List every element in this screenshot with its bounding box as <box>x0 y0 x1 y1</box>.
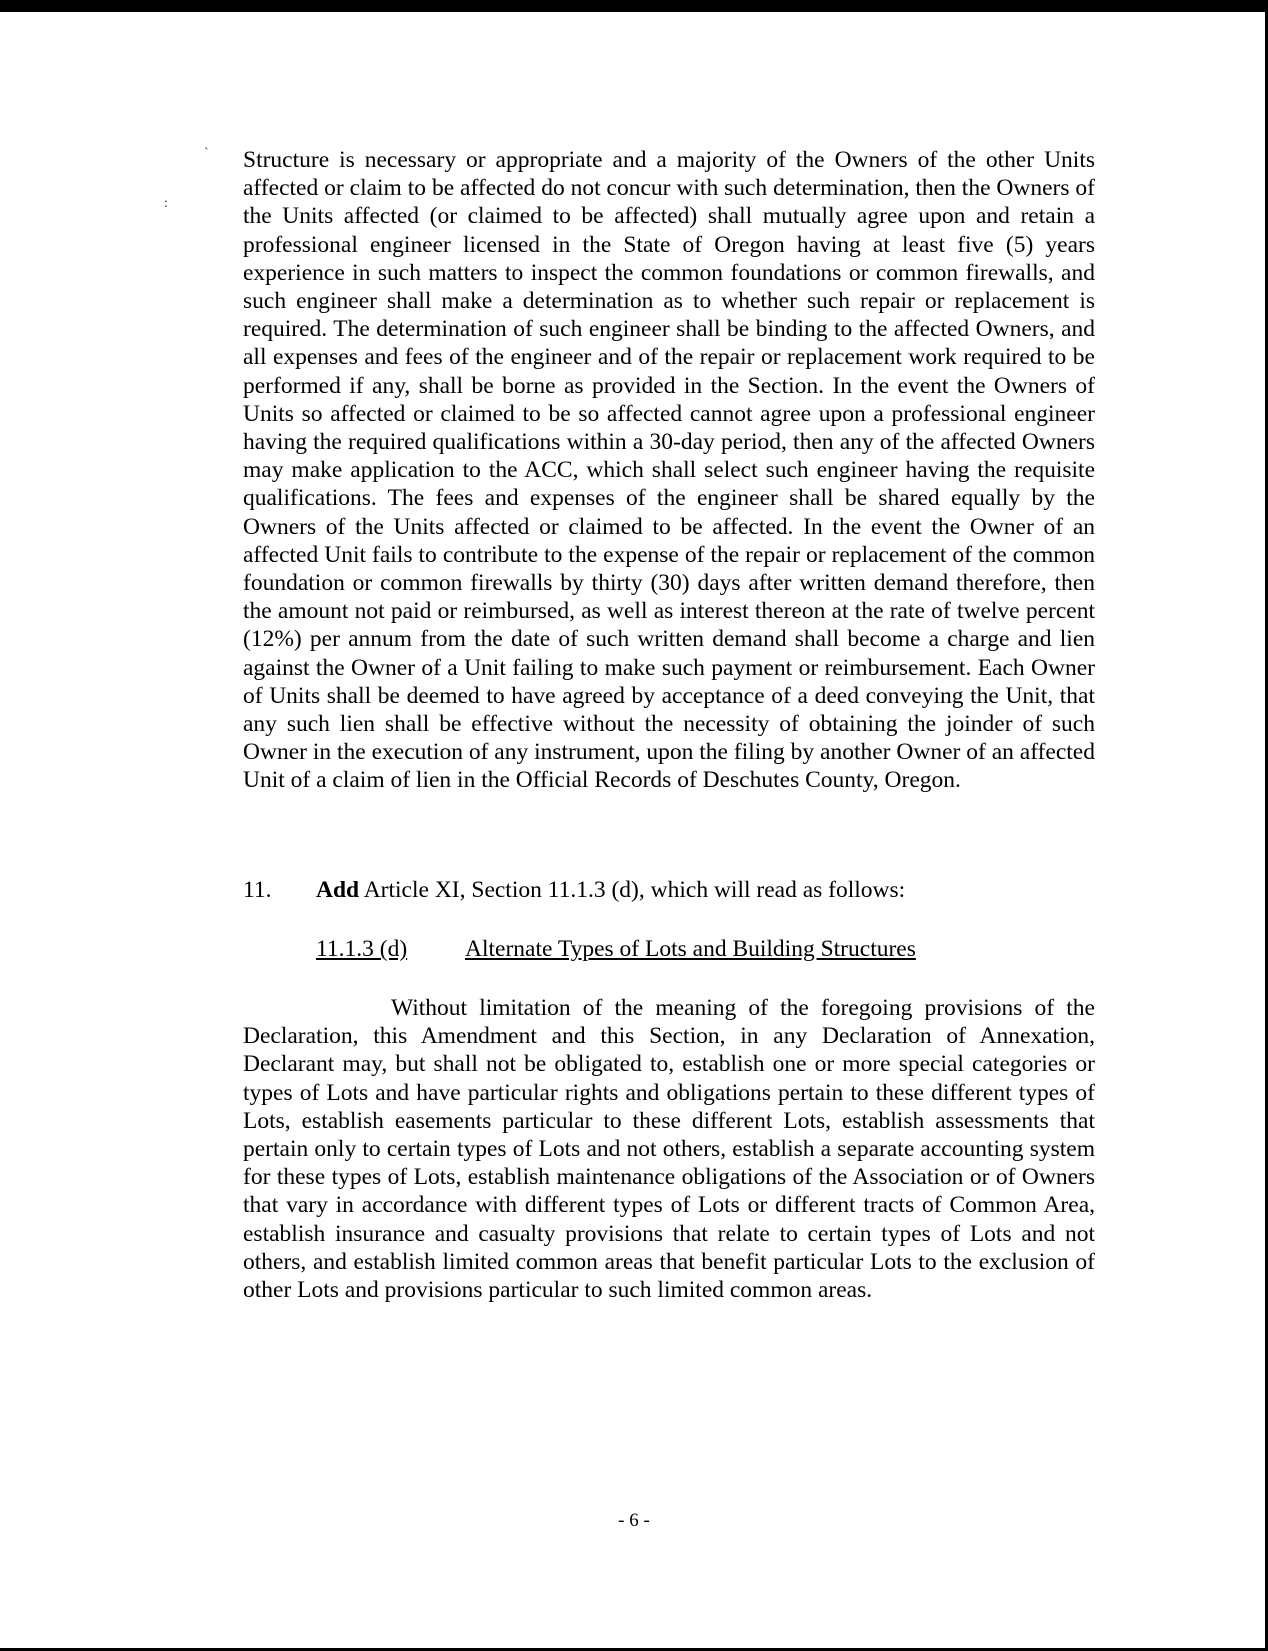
scan-speck-mark: : <box>164 196 168 211</box>
section-body-paragraph: Without limitation of the meaning of the foregoing provisions of the Declaration, this Amendment and this Section, in any Declaration of Annexation, Declarant may, but shall not be obligated to, establish one or more special categories or types of Lots and have particular rights and obligations pertain to these different types of Lots, establish easements particular to these different Lots, establish assessments that pertain only to certain types of Lots and not others, establish a separate accounting system for these types of Lots, establish maintenance obligations of the Association or of Owners that vary in accordance with different types of Lots or different tracts of Common Area, establish insurance and casualty provisions that relate to certain types of Lots and not others, and establish limited common areas that benefit particular Lots to the exclusion of other Lots and provisions particular to such limited common areas. <box>243 995 1095 1304</box>
section-title: Alternate Types of Lots and Building Structures <box>465 936 916 962</box>
item-number: 11. <box>243 877 272 903</box>
item-text: Article XI, Section 11.1.3 (d), which will read as follows: <box>359 877 906 903</box>
item-action-word: Add <box>316 877 360 903</box>
section-heading <box>316 936 916 963</box>
scan-speck-mark: ` <box>204 146 209 161</box>
scan-border-top <box>0 0 1268 12</box>
section-number: 11.1.3 (d) <box>316 936 408 962</box>
page-number: - 6 - <box>618 1510 650 1531</box>
amendment-item <box>243 877 905 904</box>
continued-paragraph: Structure is necessary or appropriate and a majority of the Owners of the other Units affected or claim to be affected do not concur with such determination, then the Owners of the Units affected (or claimed to be affected) shall mutually agree upon and retain a professional engineer licensed in the State of Oregon having at least five (5) years experience in such matters to inspect the common foundations or common firewalls, and such engineer shall make a determination as to whether such repair or replacement is required. The determination of such engineer shall be binding to the affected Owners, and all expenses and fees of the engineer and of the repair or replacement work required to be performed if any, shall be borne as provided in the Section. In the event the Owners of Units so affected or claimed to be so affected cannot agree upon a professional engineer having the required qualifications within a 30-day period, then any of the affected Owners may make application to the ACC, which shall select such engineer having the requisite qualifications. The fees and expenses of the engineer shall be shared equally by the Owners of the Units affected or claimed to be affected. In the event the Owner of an affected Unit fails to contribute to the expense of the repair or replacement of the common foundation or common firewalls by thirty (30) days after written demand therefore, then the amount not paid or reimbursed, as well as interest thereon at the rate of twelve percent (12%) per annum from the date of such written demand shall become a charge and lien against the Owner of a Unit failing to make such payment or reimbursement. Each Owner of Units shall be deemed to have agreed by acceptance of a deed conveying the Unit, that any such lien shall be effective without the necessity of obtaining the joinder of such Owner in the execution of any instrument, upon the filing by another Owner of an affected Unit of a claim of lien in the Official Records of Deschutes County, Oregon. <box>243 147 1095 794</box>
